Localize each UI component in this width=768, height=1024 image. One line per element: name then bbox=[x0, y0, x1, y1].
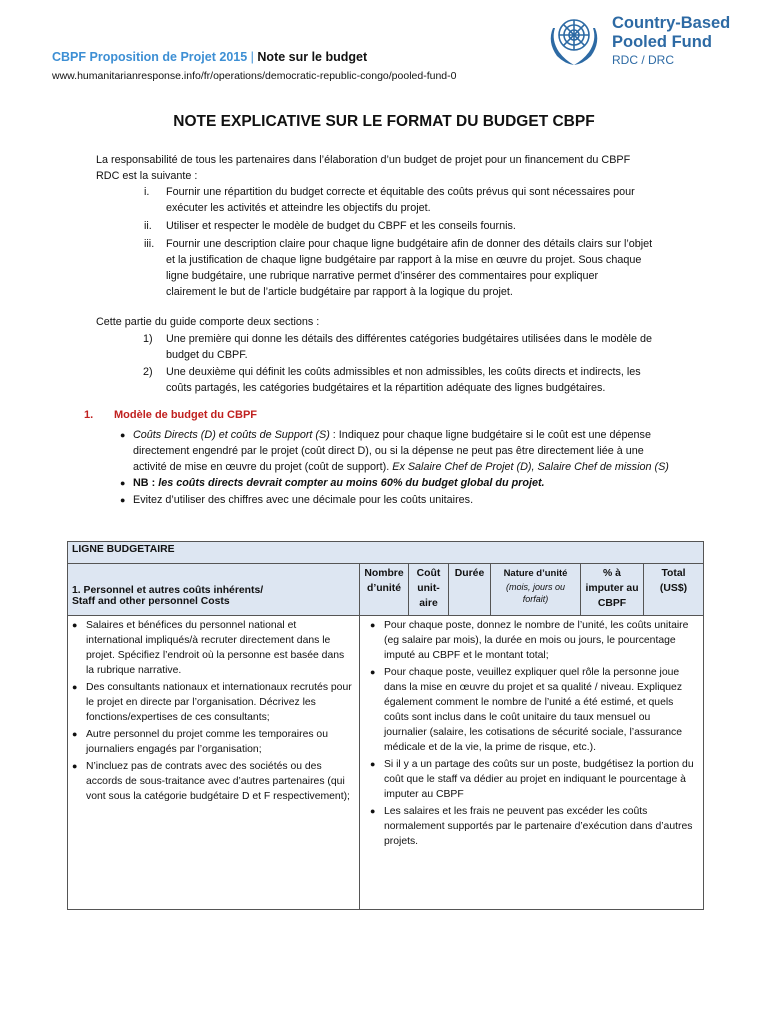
intro-item-line: Fournir une description claire pour chaque ligne budgétaire afin de donner des détails clairs sur l’objet bbox=[166, 238, 653, 250]
budget-table bbox=[67, 541, 704, 910]
list-item bbox=[370, 618, 695, 663]
list-item-text: Autre personnel du projet comme les temporaires ou journaliers engagés par l’organisation; bbox=[86, 729, 328, 755]
intro-item-line: ligne budgétaire, une rubrique narrative permet d’insérer des commentaires pour expliquer bbox=[166, 270, 599, 282]
list-item bbox=[72, 618, 355, 678]
bullet-icon: ● bbox=[120, 430, 126, 440]
section1-num: 1. bbox=[84, 409, 94, 421]
section-item-num: 1) bbox=[143, 333, 153, 345]
header-url: www.humanitarianresponse.info/fr/operations/democratic-republic-congo/pooled-fund-0 bbox=[52, 70, 457, 82]
intro-item-line: exécuter les activités et atteindre les objectifs du projet. bbox=[166, 202, 431, 214]
section-item-line: Une deuxième qui définit les coûts admissibles et non admissibles, les coûts directs et indirects, les bbox=[166, 366, 641, 378]
list-item bbox=[72, 727, 355, 757]
intro-item-line: et la justification de chaque ligne budgétaire par rapport à la mise en œuvre du projet. Sous chaque bbox=[166, 254, 642, 266]
list-item-text: Pour chaque poste, donnez le nombre de l’unité, les coûts unitaire (eg salaire par mois), la durée en mois ou jours, le pourcentage imputé au CBPF et le montant total; bbox=[384, 620, 689, 661]
bullet-icon: ● bbox=[370, 806, 376, 816]
col-unit-cost: Coût unit-aire bbox=[409, 564, 449, 616]
bullet1-line3-text: activité de mise en œuvre du projet (coût de support). bbox=[133, 461, 390, 473]
logo-line2: Pooled Fund bbox=[612, 33, 712, 51]
bullet2-line bbox=[133, 475, 545, 491]
bullet-icon: ● bbox=[370, 620, 376, 630]
bullet1-example: Ex Salaire Chef de Projet (D), Salaire Chef de mission (S) bbox=[392, 461, 669, 473]
bullet-icon: ● bbox=[72, 761, 78, 771]
bullet1-line3 bbox=[133, 459, 669, 475]
bullet2-text: les coûts directs devrait compter au moins 60% du budget global du projet. bbox=[158, 477, 545, 489]
category-line1: 1. Personnel et autres coûts inhérents/ bbox=[72, 584, 264, 596]
section-item-line: budget du CBPF. bbox=[166, 349, 248, 361]
intro-line2: RDC est la suivante : bbox=[96, 170, 198, 182]
list-item-text: Si il y a un partage des coûts sur un poste, budgétisez la portion du coût que le staff va dédier au projet en indiquant le pourcentage à imputer au CBPF bbox=[384, 759, 694, 800]
category-cell bbox=[68, 564, 360, 616]
right-guidance-cell bbox=[360, 616, 704, 910]
logo-line1: Country-Based bbox=[612, 14, 731, 32]
list-item bbox=[370, 665, 695, 755]
col-units: Nombre d’unité bbox=[360, 564, 409, 616]
sections-intro-line: Cette partie du guide comporte deux sections : bbox=[96, 316, 320, 328]
bullet1-line2: directement engendré par le projet (coût direct D), ou si la dépense ne peut pas être directement liée à une bbox=[133, 445, 644, 457]
bullet-icon: ● bbox=[72, 729, 78, 739]
bullet1-italic: Coûts Directs (D) et coûts de Support (S) bbox=[133, 429, 330, 441]
intro-item-line: Fournir une répartition du budget correcte et équitable des coûts prévus qui sont nécessaires pour bbox=[166, 186, 635, 198]
bullet-icon: ● bbox=[120, 495, 126, 505]
list-item bbox=[370, 757, 695, 802]
category-line2: Staff and other personnel Costs bbox=[72, 595, 230, 607]
list-item-text: Les salaires et les frais ne peuvent pas excéder les coûts normalement supportés par le partenaire d’exécution dans d’autres projets. bbox=[384, 806, 693, 847]
bullet1-line1 bbox=[133, 427, 651, 443]
left-guidance-list bbox=[72, 618, 355, 804]
document-title: NOTE EXPLICATIVE SUR LE FORMAT DU BUDGET CBPF bbox=[173, 113, 595, 130]
header-separator: | bbox=[250, 50, 254, 64]
col-nature-sub: (mois, jours ou forfait) bbox=[505, 582, 566, 604]
list-item-text: Pour chaque poste, veuillez expliquer quel rôle la personne joue dans la mise en œuvre du projet et sa qualité / niveau. Expliquez également comment le nombre de l’unité a été estimé, et quels coûts sont inclus dans le coût unitaire du taux mensuel ou journalier (salaire, les cotisations de sécurité sociale, l’assurance médicale et de la vie, la prime de risque, etc.). bbox=[384, 667, 683, 753]
col-duration: Durée bbox=[449, 564, 491, 616]
bullet2-label: NB : bbox=[133, 477, 156, 489]
intro-line1: La responsabilité de tous les partenaires dans l’élaboration d’un budget de projet pour un financement du CBPF bbox=[96, 154, 631, 166]
note-label: Note sur le budget bbox=[257, 50, 368, 64]
list-item-text: Salaires et bénéfices du personnel national et international impliqués/à recruter directement dans le projet. Spécifiez l’endroit où la personne est basée dans la rubrique narrative. bbox=[86, 620, 345, 676]
logo-name bbox=[612, 14, 730, 52]
list-item-text: Des consultants nationaux et internationaux recrutés pour le projet en directe par l’organisation. Décrivez les fonctions/expertises de ces consultants; bbox=[86, 682, 352, 723]
col-nature-label: Nature d’unité bbox=[503, 568, 568, 579]
list-item bbox=[72, 759, 355, 804]
table-header: LIGNE BUDGETAIRE bbox=[68, 542, 704, 564]
intro-item-num: ii. bbox=[144, 220, 152, 232]
bullet-icon: ● bbox=[72, 620, 78, 630]
intro-item-num: iii. bbox=[144, 238, 155, 250]
section-item-line: coûts partagés, les catégories budgétaires et la répartition adéquate des lignes budgétaires. bbox=[166, 382, 606, 394]
bullet-icon: ● bbox=[370, 759, 376, 769]
col-percent: % à imputer au CBPF bbox=[581, 564, 644, 616]
table-header-row bbox=[68, 542, 704, 564]
un-emblem-icon bbox=[543, 8, 605, 70]
bullet-icon: ● bbox=[120, 478, 126, 488]
bullet3-line: Evitez d’utiliser des chiffres avec une décimale pour les coûts unitaires. bbox=[133, 494, 474, 506]
right-guidance-list bbox=[370, 618, 695, 849]
bullet-icon: ● bbox=[370, 667, 376, 677]
list-item-text: N’incluez pas de contrats avec des sociétés ou des accords de sous-traitance avec d’autres partenaires (qui vont sous la catégorie budgétaire D et F respectivement); bbox=[86, 761, 350, 802]
header-title bbox=[52, 50, 367, 64]
intro-item-line: Utiliser et respecter le modèle de budget du CBPF et les conseils fournis. bbox=[166, 220, 516, 232]
logo-sub: RDC / DRC bbox=[612, 53, 674, 67]
intro-item-line: clairement le but de l’article budgétaire par rapport à la logique du projet. bbox=[166, 286, 513, 298]
left-guidance-cell bbox=[68, 616, 360, 910]
bullet1-text: : Indiquez pour chaque ligne budgétaire si le coût est une dépense bbox=[329, 429, 651, 441]
section-item-num: 2) bbox=[143, 366, 153, 378]
section-item-line: Une première qui donne les détails des différentes catégories budgétaires utilisées dans le modèle de bbox=[166, 333, 652, 345]
list-item bbox=[72, 680, 355, 725]
col-nature bbox=[491, 564, 581, 616]
project-label: CBPF Proposition de Projet 2015 bbox=[52, 50, 248, 64]
table-body-row bbox=[68, 616, 704, 910]
intro-item-num: i. bbox=[144, 186, 150, 198]
col-total: Total (US$) bbox=[644, 564, 704, 616]
bullet-icon: ● bbox=[72, 682, 78, 692]
list-item bbox=[370, 804, 695, 849]
section1-title: Modèle de budget du CBPF bbox=[114, 409, 257, 421]
table-category-row bbox=[68, 564, 704, 616]
